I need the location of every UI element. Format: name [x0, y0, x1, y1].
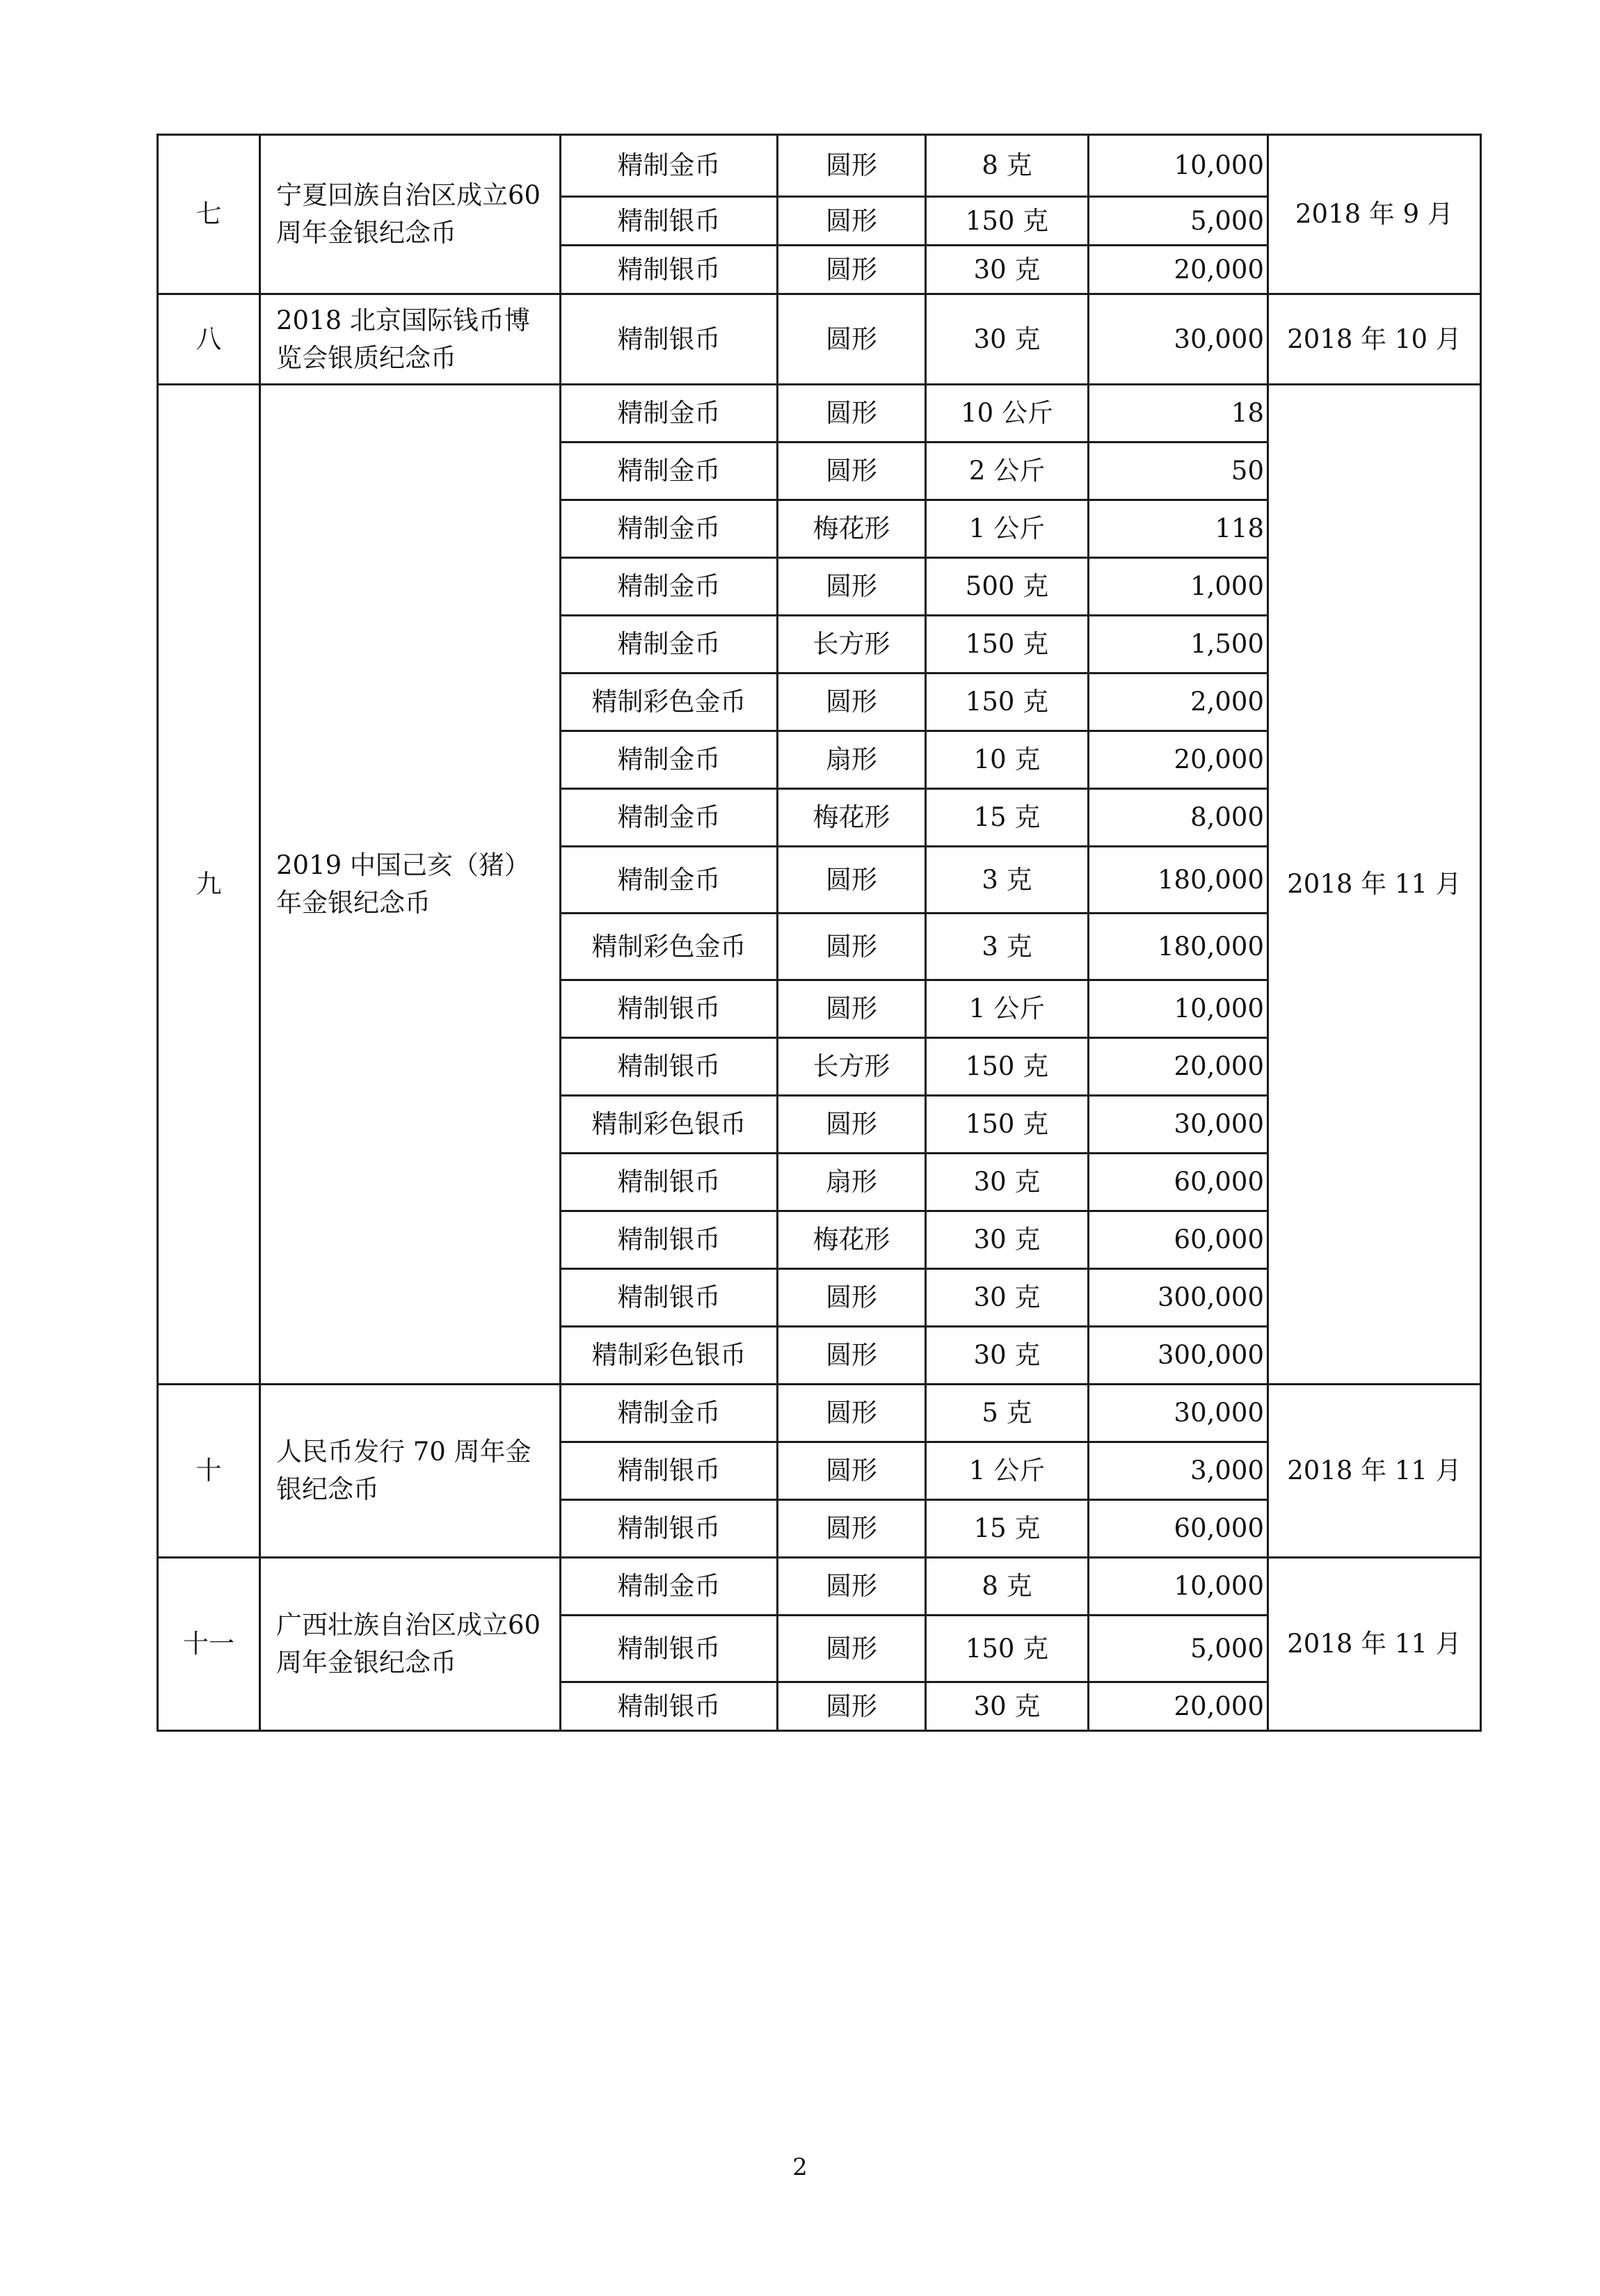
coin-shape: 扇形: [778, 1154, 926, 1211]
coin-shape: 圆形: [778, 1385, 926, 1442]
coin-quantity: 18: [1089, 385, 1268, 443]
group-seq: 九: [158, 385, 260, 1385]
coin-type: 精制彩色金币: [561, 914, 778, 980]
coin-spec: 1 公斤: [926, 1442, 1089, 1500]
coin-spec: 150 克: [926, 1096, 1089, 1154]
coin-type: 精制银币: [561, 1211, 778, 1269]
coin-quantity: 5,000: [1089, 1616, 1268, 1682]
coin-issue-table: [157, 134, 1482, 1732]
coin-type: 精制银币: [561, 1038, 778, 1096]
coin-spec: 8 克: [926, 135, 1089, 197]
coin-quantity: 60,000: [1089, 1154, 1268, 1211]
issue-date: 2018 年 11 月: [1268, 385, 1481, 1385]
coin-type: 精制金币: [561, 847, 778, 914]
coin-quantity: 5,000: [1089, 197, 1268, 246]
coin-type: 精制金币: [561, 443, 778, 500]
coin-quantity: 2,000: [1089, 673, 1268, 731]
coin-quantity: 20,000: [1089, 1682, 1268, 1731]
coin-type: 精制银币: [561, 980, 778, 1038]
coin-spec: 150 克: [926, 616, 1089, 673]
coin-spec: 30 克: [926, 1269, 1089, 1327]
coin-quantity: 60,000: [1089, 1500, 1268, 1558]
coin-quantity: 10,000: [1089, 135, 1268, 197]
coin-shape: 圆形: [778, 914, 926, 980]
coin-quantity: 30,000: [1089, 294, 1268, 385]
coin-shape: 圆形: [778, 847, 926, 914]
coin-quantity: 1,000: [1089, 558, 1268, 616]
coin-series-name: 广西壮族自治区成立60周年金银纪念币: [260, 1558, 561, 1731]
coin-series-name: 2019 中国己亥（猪）年金银纪念币: [260, 385, 561, 1385]
coin-shape: 圆形: [778, 385, 926, 443]
coin-spec: 30 克: [926, 246, 1089, 294]
coin-type: 精制彩色银币: [561, 1327, 778, 1385]
coin-quantity: 20,000: [1089, 1038, 1268, 1096]
table-row: [158, 294, 1481, 385]
coin-quantity: 10,000: [1089, 1558, 1268, 1616]
group-seq: 八: [158, 294, 260, 385]
coin-table-body: [158, 135, 1481, 1731]
coin-shape: 圆形: [778, 294, 926, 385]
coin-spec: 500 克: [926, 558, 1089, 616]
group-seq: 十: [158, 1385, 260, 1558]
coin-type: 精制银币: [561, 1616, 778, 1682]
coin-shape: 圆形: [778, 1327, 926, 1385]
table-row: [158, 1385, 1481, 1442]
coin-type: 精制银币: [561, 197, 778, 246]
coin-shape: 圆形: [778, 443, 926, 500]
coin-quantity: 3,000: [1089, 1442, 1268, 1500]
coin-type: 精制彩色银币: [561, 1096, 778, 1154]
coin-quantity: 180,000: [1089, 914, 1268, 980]
coin-shape: 长方形: [778, 616, 926, 673]
coin-type: 精制银币: [561, 246, 778, 294]
coin-shape: 梅花形: [778, 789, 926, 847]
coin-shape: 圆形: [778, 1682, 926, 1731]
coin-type: 精制金币: [561, 385, 778, 443]
coin-spec: 30 克: [926, 294, 1089, 385]
coin-quantity: 10,000: [1089, 980, 1268, 1038]
table-row: [158, 385, 1481, 443]
coin-series-name: 人民币发行 70 周年金银纪念币: [260, 1385, 561, 1558]
coin-quantity: 60,000: [1089, 1211, 1268, 1269]
coin-spec: 1 公斤: [926, 980, 1089, 1038]
coin-shape: 圆形: [778, 1500, 926, 1558]
coin-type: 精制银币: [561, 1154, 778, 1211]
coin-type: 精制金币: [561, 500, 778, 558]
coin-quantity: 300,000: [1089, 1327, 1268, 1385]
coin-spec: 3 克: [926, 914, 1089, 980]
coin-spec: 30 克: [926, 1154, 1089, 1211]
coin-type: 精制银币: [561, 294, 778, 385]
coin-spec: 150 克: [926, 197, 1089, 246]
coin-shape: 圆形: [778, 1269, 926, 1327]
coin-shape: 圆形: [778, 135, 926, 197]
coin-type: 精制银币: [561, 1442, 778, 1500]
coin-spec: 8 克: [926, 1558, 1089, 1616]
coin-series-name: 宁夏回族自治区成立60周年金银纪念币: [260, 135, 561, 294]
coin-shape: 圆形: [778, 558, 926, 616]
issue-date: 2018 年 11 月: [1268, 1385, 1481, 1558]
coin-spec: 150 克: [926, 1616, 1089, 1682]
coin-spec: 2 公斤: [926, 443, 1089, 500]
coin-shape: 圆形: [778, 1442, 926, 1500]
coin-type: 精制金币: [561, 135, 778, 197]
coin-quantity: 180,000: [1089, 847, 1268, 914]
coin-series-name: 2018 北京国际钱币博览会银质纪念币: [260, 294, 561, 385]
coin-spec: 30 克: [926, 1327, 1089, 1385]
coin-spec: 30 克: [926, 1682, 1089, 1731]
coin-spec: 150 克: [926, 1038, 1089, 1096]
coin-shape: 圆形: [778, 246, 926, 294]
issue-date: 2018 年 10 月: [1268, 294, 1481, 385]
coin-quantity: 30,000: [1089, 1385, 1268, 1442]
coin-quantity: 50: [1089, 443, 1268, 500]
coin-shape: 长方形: [778, 1038, 926, 1096]
page-number: 2: [792, 2153, 808, 2181]
coin-shape: 圆形: [778, 1616, 926, 1682]
coin-type: 精制金币: [561, 731, 778, 789]
coin-shape: 梅花形: [778, 500, 926, 558]
coin-spec: 10 公斤: [926, 385, 1089, 443]
coin-type: 精制银币: [561, 1500, 778, 1558]
coin-type: 精制金币: [561, 789, 778, 847]
coin-quantity: 300,000: [1089, 1269, 1268, 1327]
coin-shape: 梅花形: [778, 1211, 926, 1269]
coin-quantity: 20,000: [1089, 731, 1268, 789]
table-row: [158, 135, 1481, 197]
coin-spec: 150 克: [926, 673, 1089, 731]
coin-shape: 圆形: [778, 1558, 926, 1616]
issue-date: 2018 年 11 月: [1268, 1558, 1481, 1731]
issue-date: 2018 年 9 月: [1268, 135, 1481, 294]
coin-type: 精制金币: [561, 616, 778, 673]
coin-type: 精制彩色金币: [561, 673, 778, 731]
coin-quantity: 30,000: [1089, 1096, 1268, 1154]
coin-spec: 1 公斤: [926, 500, 1089, 558]
group-seq: 十一: [158, 1558, 260, 1731]
coin-spec: 5 克: [926, 1385, 1089, 1442]
coin-shape: 圆形: [778, 980, 926, 1038]
coin-shape: 扇形: [778, 731, 926, 789]
coin-spec: 3 克: [926, 847, 1089, 914]
coin-type: 精制银币: [561, 1682, 778, 1731]
coin-quantity: 20,000: [1089, 246, 1268, 294]
coin-shape: 圆形: [778, 673, 926, 731]
coin-spec: 30 克: [926, 1211, 1089, 1269]
coin-type: 精制金币: [561, 1558, 778, 1616]
coin-type: 精制银币: [561, 1269, 778, 1327]
coin-spec: 15 克: [926, 789, 1089, 847]
coin-type: 精制金币: [561, 1385, 778, 1442]
coin-spec: 10 克: [926, 731, 1089, 789]
group-seq: 七: [158, 135, 260, 294]
coin-spec: 15 克: [926, 1500, 1089, 1558]
table-row: [158, 1558, 1481, 1616]
coin-type: 精制金币: [561, 558, 778, 616]
coin-shape: 圆形: [778, 1096, 926, 1154]
coin-quantity: 8,000: [1089, 789, 1268, 847]
coin-quantity: 118: [1089, 500, 1268, 558]
coin-quantity: 1,500: [1089, 616, 1268, 673]
coin-shape: 圆形: [778, 197, 926, 246]
